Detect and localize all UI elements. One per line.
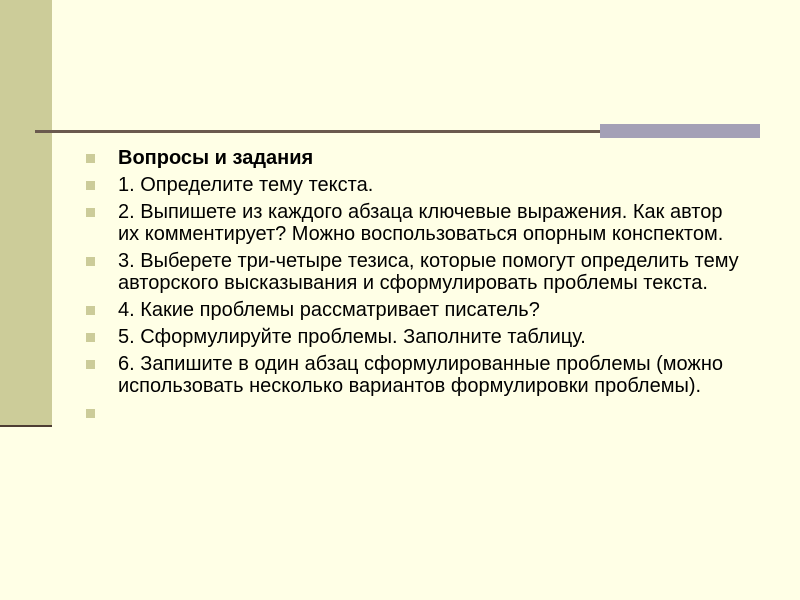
square-bullet-icon: [86, 181, 95, 190]
list-item-empty: [86, 402, 746, 424]
list-item-text: 2. Выпишете из каждого абзаца ключевые выражения. Как автор их комментирует? Можно воспользоваться опорным конспектом.: [118, 201, 724, 245]
list-item: [86, 299, 746, 321]
list-item: [86, 250, 746, 294]
square-bullet-icon: [86, 333, 95, 342]
left-bar-underline: [0, 425, 52, 427]
list-item: [86, 353, 746, 397]
square-bullet-icon: [86, 409, 95, 418]
header-divider-line: [35, 130, 600, 133]
list-item: [86, 326, 746, 348]
square-bullet-icon: [86, 360, 95, 369]
list-item: [86, 174, 746, 196]
list-item-text: 6. Запишите в один абзац сформулированные проблемы (можно использовать несколько вариантов формулировки проблемы).: [118, 353, 723, 397]
square-bullet-icon: [86, 154, 95, 163]
list-item: [86, 201, 746, 245]
list-item-text: 1. Определите тему текста.: [118, 174, 374, 196]
left-decorative-bar: [0, 0, 52, 425]
list-item-heading: [86, 147, 746, 169]
square-bullet-icon: [86, 257, 95, 266]
slide-content: [86, 147, 746, 429]
list-item-text: 5. Сформулируйте проблемы. Заполните таблицу.: [118, 326, 586, 348]
square-bullet-icon: [86, 208, 95, 217]
list-item-text: 3. Выберете три-четыре тезиса, которые помогут определить тему авторского высказывания и сформулировать проблемы текста.: [118, 250, 739, 294]
header-divider-block: [600, 124, 760, 138]
list-item-text: Вопросы и задания: [118, 147, 314, 169]
list-item-text: 4. Какие проблемы рассматривает писатель?: [118, 299, 540, 321]
square-bullet-icon: [86, 306, 95, 315]
